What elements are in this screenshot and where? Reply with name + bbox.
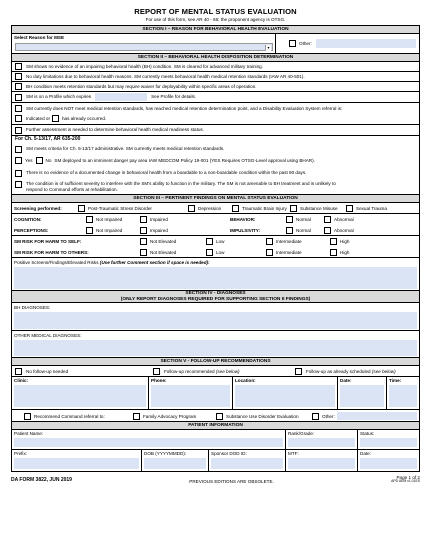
phone-cell: [149, 377, 233, 409]
section-2-heading: SECTION II – BEHAVIORAL HEALTH DISPOSITION DETERMINATION: [12, 54, 419, 62]
status-cell: [358, 430, 419, 449]
low-label: Low: [216, 250, 225, 255]
other-reason-input[interactable]: [316, 39, 416, 48]
chapter-heading-row: [12, 136, 419, 144]
disposition-text: SM shows no evidence of an impairing behavioral health (BH) condition. SM is cleared for advanced military training.: [26, 63, 263, 69]
further-text: Further assessment is needed to determine behavioral health medical readiness status.: [26, 127, 204, 133]
no-duty-limit-checkbox[interactable]: [15, 73, 22, 80]
date-cell: [338, 377, 387, 409]
patient-row-1: [12, 430, 419, 450]
disposition-row: [12, 62, 419, 72]
mrdp-row: [12, 103, 419, 125]
other-referral-input[interactable]: [337, 412, 417, 420]
time-input[interactable]: [389, 385, 417, 407]
location-label: Location:: [235, 378, 256, 383]
harm-self-not-elevated-checkbox[interactable]: [140, 238, 147, 245]
screening-label: Screening performed:: [14, 206, 62, 211]
disposition-row: [12, 82, 419, 92]
cognition-label: COGNITION:: [14, 217, 42, 222]
depression-label: Depression: [198, 206, 222, 211]
other-reason-checkbox[interactable]: [289, 40, 296, 47]
deployed-row: [12, 154, 419, 167]
profile-expiry-input[interactable]: [95, 93, 147, 101]
time-cell: [387, 377, 419, 409]
harm-others-row: [12, 247, 419, 258]
section-4-heading: [12, 291, 419, 303]
location-input[interactable]: [235, 385, 335, 407]
patient-date-input[interactable]: [360, 458, 417, 469]
reason-cell: [12, 34, 276, 53]
depression-checkbox[interactable]: [188, 205, 195, 212]
substance-eval-checkbox[interactable]: [216, 413, 223, 420]
no-evidence-checkbox[interactable]: [15, 63, 22, 70]
form-footer: [11, 475, 420, 484]
sexual-trauma-label: Sexual Trauma: [356, 206, 387, 211]
status-label: Status:: [360, 431, 375, 436]
perceptions-row: [12, 225, 419, 236]
chapter-meets-checkbox[interactable]: [15, 146, 22, 153]
mtf-label: MTF:: [288, 451, 299, 456]
positive-findings-row: [12, 258, 419, 291]
date-input[interactable]: [340, 385, 384, 407]
cognition-not-impaired-checkbox[interactable]: [86, 216, 93, 223]
ptsd-checkbox[interactable]: [78, 205, 85, 212]
section-1-heading: SECTION I – REASON FOR BEHAVIORAL HEALTH EVALUATION: [12, 26, 419, 34]
harm-self-high-checkbox[interactable]: [330, 238, 337, 245]
date-label: Date:: [340, 378, 352, 383]
intermediate-label: Intermediate: [276, 250, 302, 255]
prefix-cell: [12, 450, 142, 471]
sponsor-input[interactable]: [211, 458, 283, 469]
appointment-row: [12, 377, 419, 410]
status-input[interactable]: [360, 438, 417, 447]
followup-scheduled-text: Follow-up as already scheduled: [306, 369, 371, 374]
prefix-label: Prefix:: [14, 451, 28, 456]
impulsivity-label: IMPULSIVITY:: [230, 228, 261, 233]
abnormal-label: Abnormal: [334, 228, 354, 233]
behavior-label: BEHAVIOR:: [230, 217, 256, 222]
sexual-trauma-checkbox[interactable]: [346, 205, 353, 212]
harm-others-high-checkbox[interactable]: [330, 249, 337, 256]
bh-diagnoses-label: BH DIAGNOSES:: [14, 305, 51, 310]
normal-label: Normal: [296, 217, 311, 222]
low-label: Low: [216, 239, 225, 244]
not-elevated-label: Not Elevated: [150, 239, 177, 244]
indicated-label: Indicated or: [26, 116, 51, 121]
patient-date-label: Date:: [360, 451, 371, 456]
other-diagnoses-label: OTHER MEDICAL DIAGNOSES:: [14, 333, 82, 338]
other-referral-label: Other:: [322, 413, 335, 419]
patient-name-cell: [12, 430, 286, 449]
no-change-text: There is no evidence of a documented change in behavioral health from a boardable to a non-boardable condition within the past 90 days.: [26, 170, 307, 176]
substance-misuse-checkbox[interactable]: [290, 205, 297, 212]
chevron-down-icon[interactable]: ▾: [265, 45, 271, 51]
patient-date-cell: [358, 450, 419, 471]
chapter-meets-text: SM meets criteria for Ch. 5-13/17 administrative. SM currently meets medical retention standards.: [26, 146, 225, 152]
dob-label: DOB (YYYYMMDD):: [144, 451, 187, 456]
form-title: REPORT OF MENTAL STATUS EVALUATION: [134, 7, 297, 16]
substance-misuse-label: Substance Misuse: [300, 206, 338, 211]
reason-select[interactable]: [15, 43, 273, 51]
form-number: DA FORM 3822, JUN 2019: [11, 477, 72, 484]
further-assessment-checkbox[interactable]: [15, 127, 22, 134]
harm-others-intermediate-checkbox[interactable]: [266, 249, 273, 256]
dob-cell: [142, 450, 209, 471]
patient-name-label: Patient Name:: [14, 431, 44, 436]
other-reason-cell: [276, 34, 419, 53]
positive-findings-title: Positive Screens/Findings/Elevated Risks: [14, 260, 99, 265]
page-info: [391, 475, 420, 484]
other-diagnoses-input[interactable]: [14, 340, 417, 356]
yes-label: Yes: [25, 157, 33, 163]
mrdp-text: SM currently does NOT meet medical retention standards, has reached medical retention determination point, and a Disability Evaluation System referral is:: [26, 106, 343, 111]
impulsivity-normal-checkbox[interactable]: [286, 227, 293, 234]
deployed-text: SM deployed to an imminent danger pay area IAW MEDCOM Policy 19-001 (YES Requires OTSG-Level approval using BHAR).: [54, 157, 315, 163]
rank-cell: [286, 430, 358, 449]
harm-self-row: [12, 236, 419, 247]
section-4-subtitle: (ONLY REPORT DIAGNOSES REQUIRED FOR SUPPORTING SECTION II FINDINGS): [120, 297, 311, 303]
version-label: APD AEM v1.01ES: [391, 479, 420, 484]
disposition-text: No duty limitations due to behavioral health reasons. SM currently meets behavioral health medical retention standards (IAW AR 40-501).: [26, 73, 305, 79]
followup-row: [12, 366, 419, 377]
followup-recommended-checkbox[interactable]: [153, 368, 160, 375]
behavior-abnormal-checkbox[interactable]: [324, 216, 331, 223]
page-number: Page 1 of 2: [396, 475, 420, 480]
disposition-text: BH condition meets retention standards but may require waiver for deployability within specific areas of operation.: [26, 83, 257, 89]
waiver-checkbox[interactable]: [15, 83, 22, 90]
section-1-row: [12, 34, 419, 54]
clinic-input[interactable]: [14, 385, 146, 407]
see-below-note: (see below): [371, 369, 396, 374]
tbi-checkbox[interactable]: [232, 205, 239, 212]
phone-label: Phone:: [151, 378, 167, 383]
substance-eval-label: Substance Use Disorder Evaluation: [226, 413, 299, 419]
further-row: [12, 125, 419, 136]
see-below-note: (see below): [215, 369, 240, 374]
rank-input[interactable]: [288, 438, 355, 447]
harm-self-low-checkbox[interactable]: [206, 238, 213, 245]
normal-label: Normal: [296, 228, 311, 233]
bh-diagnoses-input[interactable]: [14, 312, 417, 329]
impulsivity-abnormal-checkbox[interactable]: [324, 227, 331, 234]
patient-row-2: [12, 450, 419, 471]
not-elevated-label: Not Elevated: [150, 250, 177, 255]
not-impaired-label: Not Impaired: [96, 228, 123, 233]
followup-recommended-text: Follow-up recommended: [164, 369, 215, 374]
section-5-heading: SECTION V - FOLLOW-UP RECOMMENDATIONS: [12, 358, 419, 366]
severity-text-2: respond to Command efforts at rehabilitation.: [26, 187, 118, 192]
harm-others-not-elevated-checkbox[interactable]: [140, 249, 147, 256]
form-page: [11, 8, 420, 540]
mtf-input[interactable]: [288, 458, 355, 469]
chapter-row: [12, 144, 419, 154]
location-cell: [233, 377, 338, 409]
mrdp-checkbox[interactable]: [15, 105, 22, 112]
harm-self-intermediate-checkbox[interactable]: [266, 238, 273, 245]
screening-row: [12, 203, 419, 214]
harm-self-label: SM RISK FOR HARM TO SELF:: [14, 239, 82, 244]
high-label: High: [340, 239, 350, 244]
profile-suffix: See Profile for details.: [151, 94, 197, 100]
already-occurred-label: has already occurred.: [62, 116, 107, 121]
harm-others-label: SM RISK FOR HARM TO OTHERS:: [14, 250, 89, 255]
no-followup-label: No follow-up needed: [26, 369, 69, 374]
clinic-cell: [12, 377, 149, 409]
rank-label: Rank/Grade:: [288, 431, 315, 436]
severity-checkbox[interactable]: [15, 181, 22, 188]
already-occurred-checkbox[interactable]: [52, 115, 59, 122]
perceptions-label: PERCEPTIONS:: [14, 228, 49, 233]
behavior-normal-checkbox[interactable]: [286, 216, 293, 223]
command-referral-row: [12, 410, 419, 422]
disposition-row: [12, 72, 419, 82]
severity-text-1: The condition is of sufficient severity to interfere with the SM's ability to function in the military. The SM is not amenable to BH treatment and is unlikely to: [26, 181, 336, 186]
patient-info-heading: PATIENT INFORMATION: [12, 422, 419, 430]
bh-diagnoses-row: [12, 303, 419, 331]
obsolete-note: PREVIOUS EDITIONS ARE OBSOLETE.: [189, 478, 274, 484]
patient-name-input[interactable]: [14, 438, 283, 447]
positive-findings-input[interactable]: [14, 267, 417, 289]
harm-others-low-checkbox[interactable]: [206, 249, 213, 256]
other-diagnoses-row: [12, 331, 419, 358]
followup-scheduled-label: [306, 369, 396, 374]
sponsor-cell: [209, 450, 286, 471]
deployed-checkbox[interactable]: [15, 157, 22, 164]
chapter-heading: For Ch. 5-13/17, AR 635-200: [15, 136, 81, 143]
ptsd-label: Post-Traumatic Stress Disorder: [88, 206, 152, 211]
mtf-cell: [286, 450, 358, 471]
deployed-no-checkbox[interactable]: [36, 157, 43, 164]
no-change-checkbox[interactable]: [15, 170, 22, 177]
no-change-row: [12, 167, 419, 179]
positive-findings-label: [14, 260, 210, 265]
cognition-impaired-checkbox[interactable]: [140, 216, 147, 223]
family-advocacy-label: Family Advocacy Program: [143, 413, 197, 419]
intermediate-label: Intermediate: [276, 239, 302, 244]
section-4-title: SECTION IV - DIAGNOSES: [185, 291, 246, 297]
impaired-label: Impaired: [150, 228, 168, 233]
form-header: [11, 8, 420, 22]
other-referral-checkbox[interactable]: [312, 413, 319, 420]
positive-findings-note: (Use further Comment section if space is needed):: [99, 260, 210, 265]
perceptions-not-impaired-checkbox[interactable]: [86, 227, 93, 234]
form-subtitle: For use of this form, see AR 40 - 66; the proponent agency is OTSG.: [145, 16, 286, 22]
dob-input[interactable]: [144, 458, 206, 469]
tbi-label: Traumatic Brain Injury: [242, 206, 287, 211]
high-label: High: [340, 250, 350, 255]
impaired-label: Impaired: [150, 217, 168, 222]
profile-row: [12, 92, 419, 103]
no-label: No: [45, 157, 52, 163]
profile-prefix: SM is on a Profile which expires: [26, 94, 92, 100]
command-referral-label: Recommend Command referral to:: [34, 413, 105, 419]
cognition-row: [12, 214, 419, 225]
sponsor-label: Sponsor DOD ID:: [211, 451, 247, 456]
perceptions-impaired-checkbox[interactable]: [140, 227, 147, 234]
abnormal-label: Abnormal: [334, 217, 354, 222]
phone-input[interactable]: [151, 385, 230, 407]
reason-label: Select Reason for MSE: [14, 35, 65, 40]
no-followup-checkbox[interactable]: [15, 368, 22, 375]
clinic-label: Clinic:: [14, 378, 29, 383]
followup-recommended-label: [164, 369, 240, 374]
prefix-input[interactable]: [14, 458, 139, 469]
form-body: [11, 25, 420, 472]
command-referral-checkbox[interactable]: [24, 413, 31, 420]
time-label: Time:: [389, 378, 402, 383]
severity-row: [12, 179, 419, 195]
indicated-checkbox[interactable]: [15, 115, 22, 122]
other-reason-label: Other:: [299, 41, 312, 46]
family-advocacy-checkbox[interactable]: [133, 413, 140, 420]
profile-checkbox[interactable]: [15, 94, 22, 101]
not-impaired-label: Not Impaired: [96, 217, 123, 222]
section-3-heading: SECTION III – PERTINENT FINDINGS ON MENTAL STATUS EVALUATION: [12, 195, 419, 203]
followup-scheduled-checkbox[interactable]: [295, 368, 302, 375]
